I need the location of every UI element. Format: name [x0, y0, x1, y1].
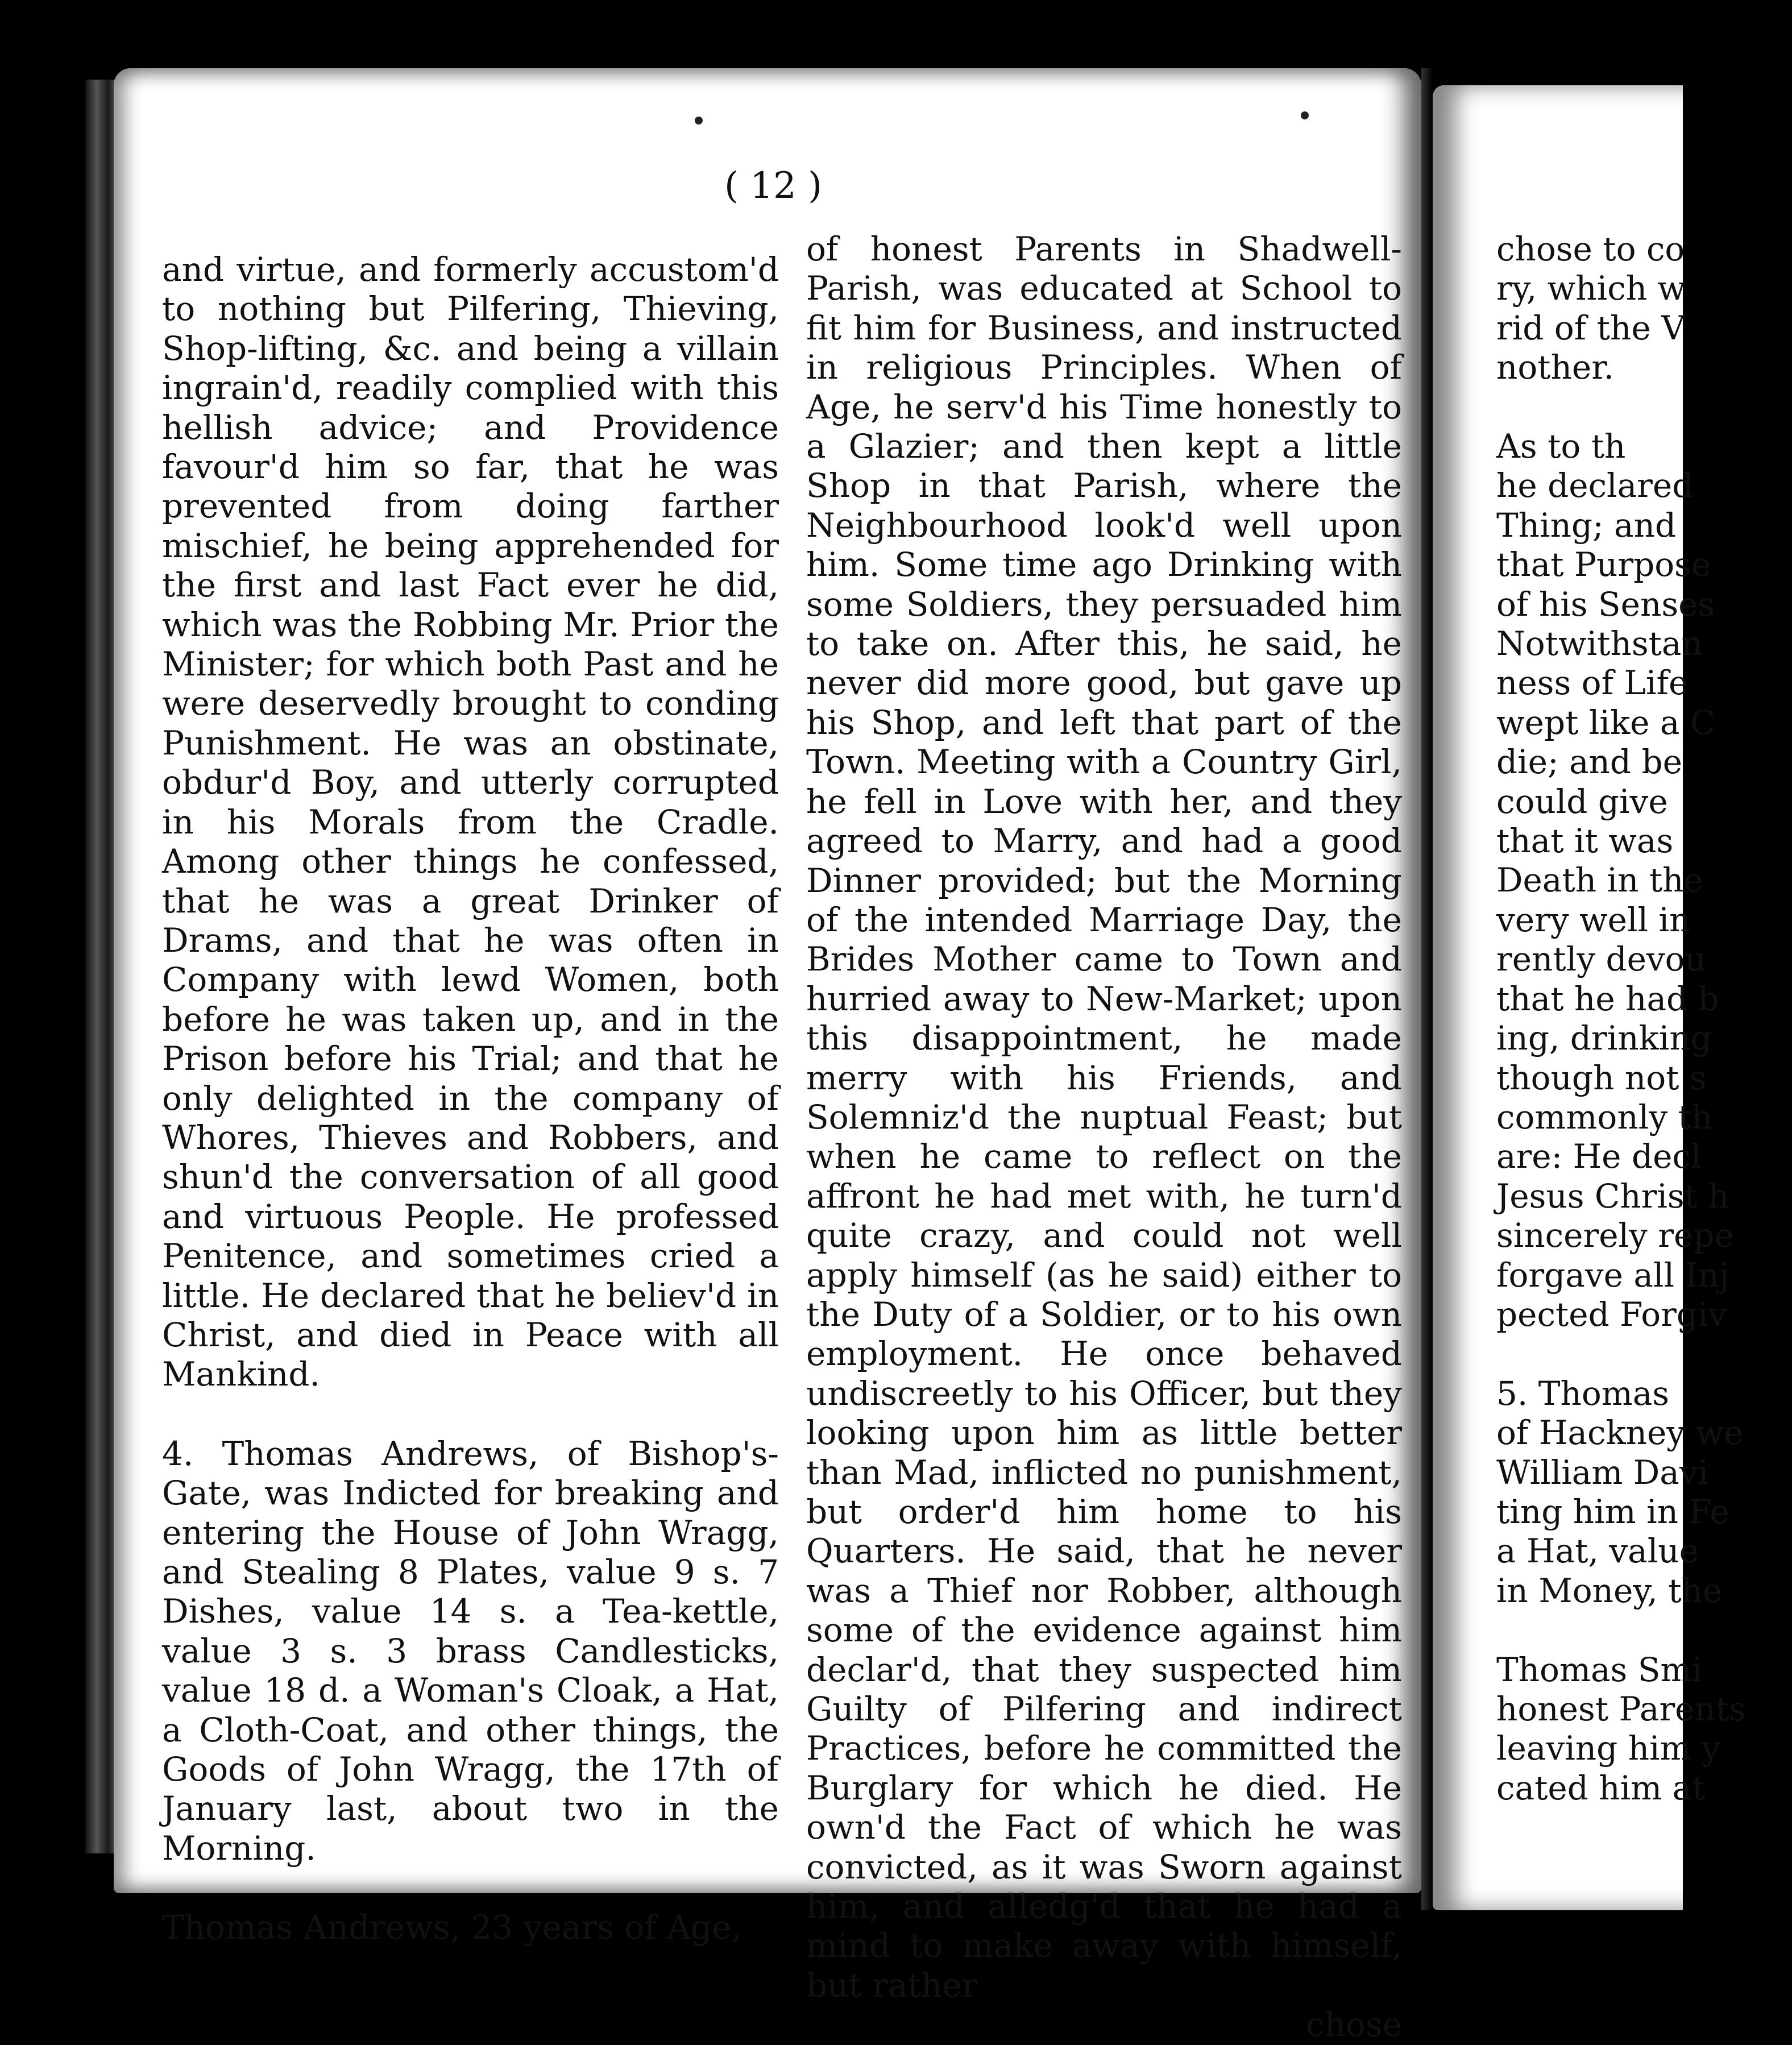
right-column-line: Jesus Christ h	[1496, 1176, 1729, 1216]
page-number: ( 12 )	[724, 165, 823, 207]
right-column-line: in Money, the	[1496, 1571, 1723, 1610]
ink-spot	[1301, 111, 1309, 119]
right-column-line: Notwithstan	[1496, 624, 1703, 663]
right-column-line: commonly th	[1496, 1097, 1713, 1136]
right-column-line: Thomas Smi	[1496, 1650, 1703, 1689]
ink-spot	[695, 117, 703, 125]
right-column-line: ness of Life	[1496, 663, 1689, 703]
paragraph-sinful-life: and virtue, and formerly accustom'd to nothing but Pilfering, Thieving, Shop-lifting, &c. and being a villain ingrain'd, readily complied with this hellish advice; and Providence favour'd him so far, that he was prevented from doing farther mischief, he being apprehended for the first and last Fact ever he did, which was the Robbing Mr. Prior the Minister; for which both Past and he were deservedly brought to conding Punishment. He was an obstinate, obdur'd Boy, and utterly corrupted in his Morals from the Cradle. Among other things he confessed, that he was a great Drinker of Drams, and that he was often in Company with lewd Women, both before he was taken up, and in the Prison before his Trial; and that he only delighted in the company of Whores, Thieves and Robbers, and shun'd the conversation of all good and virtuous People. He professed Penitence, and sometimes cried a little. He declared that he believ'd in Christ, and died in Peace with all Mankind.	[162, 250, 779, 1394]
right-column-line: that Purpose	[1496, 545, 1711, 584]
right-column-line: of his Senses	[1496, 584, 1715, 624]
paragraph-thomas-andrews-life: of honest Parents in Shadwell-Parish, was educated at School to fit him for Business, and instructed in religious Principles. When of Age, he serv'd his Time honestly to a Glazier; and then kept a little Shop in that Parish, where the Neighbourhood look'd well upon him. Some time ago Drinking with some Soldiers, they persuaded him to take on. After this, he said, he never did more good, but gave up his Shop, and left that part of the Town. Meeting with a Country Girl, he fell in Love with her, and they agreed to Marry, and had a good Dinner provided; but the Morning of the intended Marriage Day, the Brides Mother came to Town and hurried away to New-Market; upon this disappointment, he made merry with his Friends, and Solemniz'd the nuptual Feast; but when he came to reflect on the affront he had met with, he turn'd quite crazy, and could not well apply himself (as he said) either to the Duty of a Soldier, or to his own employment. He once behaved undiscreetly to his Officer, but they looking upon him as little better than Mad, inflicted no punishment, but order'd him home to his Quarters. He said, that he never was a Thief nor Robber, although some of the evidence against him declar'd, that they suspected him Guilty of Pilfering and indirect Practices, before he committed the Burglary for which he died. He own'd the Fact of which he was convicted, as it was Sworn against him, and alledg'd that he had a mind to make away with himself, but rather	[806, 230, 1402, 2005]
right-column-line: that he had b	[1496, 979, 1719, 1018]
right-column-line: pected Forgiv	[1496, 1295, 1727, 1334]
right-column-line: he declared	[1496, 466, 1694, 505]
right-column-line: 5. Thomas	[1496, 1374, 1670, 1413]
right-column-line: wept like a C	[1496, 703, 1716, 742]
right-column-line: Death in the	[1496, 861, 1703, 900]
right-column-line: ry, which w	[1496, 269, 1686, 308]
right-column-line: sincerely repe	[1496, 1216, 1734, 1255]
right-column-line: that it was	[1496, 822, 1674, 861]
right-column-line: die; and be	[1496, 742, 1682, 782]
right-column-line: though not s	[1496, 1058, 1707, 1097]
right-column-line: of Hackney we	[1496, 1413, 1744, 1453]
right-column-line: chose to co	[1496, 230, 1685, 268]
right-column-line: As to th	[1496, 427, 1626, 466]
right-column-line: forgave all Inj	[1496, 1255, 1729, 1295]
right-column-line	[1496, 1611, 1792, 1650]
left-text-column	[162, 250, 779, 1948]
right-column-line: could give	[1496, 782, 1668, 821]
right-column-line: cated him at	[1496, 1768, 1706, 1807]
right-column-line: rently devou	[1496, 940, 1706, 979]
right-column-line: Thing; and	[1496, 505, 1677, 545]
right-column-line	[1496, 388, 1792, 427]
right-column-line: very well in	[1496, 900, 1691, 939]
middle-text-column	[806, 230, 1402, 2045]
paragraph-thomas-andrews-indictment: 4. Thomas Andrews, of Bishop's-Gate, was Indicted for breaking and entering the House of John Wragg, and Stealing 8 Plates, value 9 s. 7 Dishes, value 14 s. a Tea-kettle, value 3 s. 3 brass Candlesticks, value 18 d. a Woman's Cloak, a Hat, a Cloth-Coat, and other things, the Goods of John Wragg, the 17th of January last, about two in the Morning.	[162, 1434, 779, 1868]
right-text-column-cropped	[1496, 230, 1792, 1808]
right-column-line	[1496, 1334, 1792, 1374]
paragraph-thomas-andrews-age: Thomas Andrews, 23 years of Age,	[162, 1908, 742, 1947]
right-column-line: honest Parents	[1496, 1689, 1746, 1728]
catchword: chose	[1306, 2005, 1402, 2044]
right-column-line: are: He decl	[1496, 1137, 1702, 1176]
right-column-line: nother.	[1496, 348, 1615, 387]
right-column-line: William Davi	[1496, 1453, 1709, 1492]
right-column-line: a Hat, value	[1496, 1532, 1699, 1571]
right-column-line: ing, drinking	[1496, 1019, 1712, 1058]
right-column-line: ting him in Fe	[1496, 1492, 1729, 1531]
page-gutter	[1421, 68, 1433, 1910]
right-column-line: rid of the V	[1496, 308, 1685, 347]
right-column-line: leaving him y	[1496, 1729, 1720, 1768]
